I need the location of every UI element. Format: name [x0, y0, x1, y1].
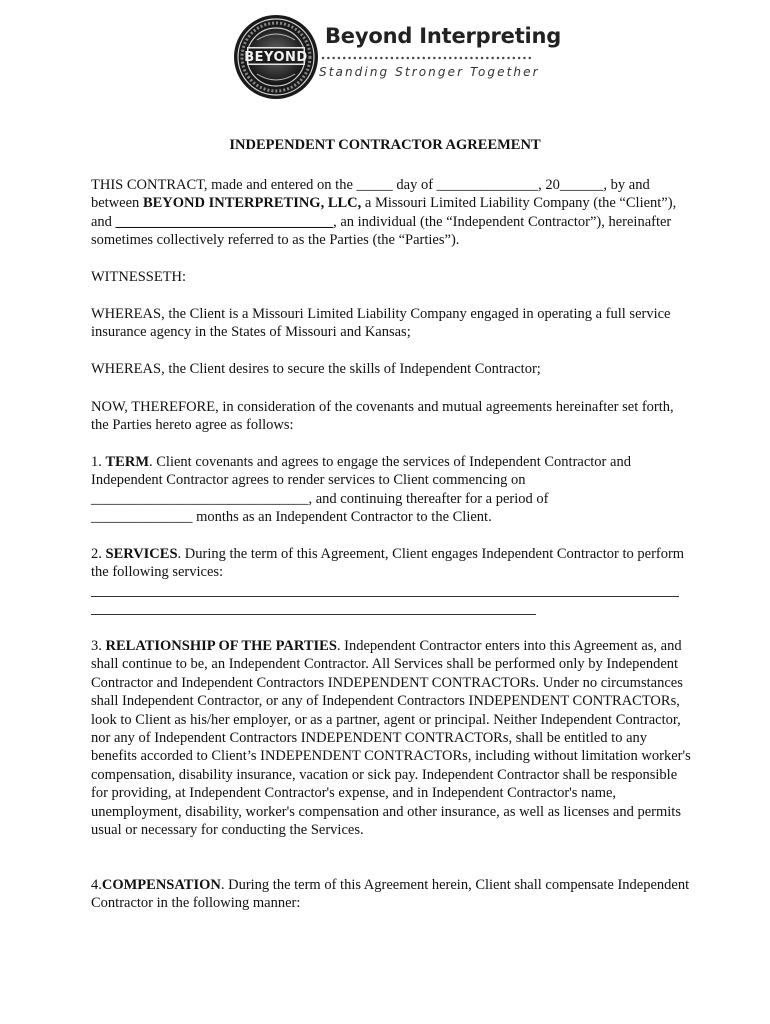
section-term [91, 453, 691, 527]
intro-text-2: a Missouri Limited Liability Company (the “Client”), and [91, 195, 677, 230]
intro-paragraph [91, 176, 691, 250]
term-text: . Client covenants and agrees to engage the services of Independent Contractor and Independent Contractor agrees to render services to Client commencing on [91, 454, 631, 489]
services-blank-line-2 [91, 614, 536, 615]
compensation-text: . During the term of this Agreement herein, Client shall compensate Independent Contractor in the following manner: [91, 877, 690, 912]
term-paragraph [91, 453, 691, 490]
witnesseth-heading: WITNESSETH: [91, 269, 187, 285]
relationship-number: 3. [91, 638, 106, 654]
section-compensation [91, 876, 691, 913]
brand-seal-icon [233, 14, 319, 100]
brand-logo [229, 12, 562, 104]
section-relationship [91, 637, 691, 839]
term-heading: TERM [105, 454, 149, 470]
now-therefore-paragraph: NOW, THEREFORE, in consideration of the covenants and mutual agreements hereinafter set forth, the Parties hereto agree as follows: [91, 399, 674, 434]
compensation-heading: COMPENSATION [101, 877, 221, 893]
dotted-divider [321, 56, 535, 60]
contractor-name-blank: ______________________________ [115, 213, 334, 230]
services-blank-line-1 [91, 596, 679, 597]
intro-text-1: THIS CONTRACT, made and entered on the _____ day of ______________, 20______, by and between [91, 177, 650, 212]
intro-text-3: , an individual (the “Independent Contractor”), hereinafter sometimes collectively referred to as the Parties (the “Parties”). [91, 213, 672, 249]
term-number: 1. [91, 454, 106, 470]
whereas-paragraph-2: WHEREAS, the Client desires to secure the skills of Independent Contractor; [91, 361, 541, 377]
whereas-paragraph-1: WHEREAS, the Client is a Missouri Limited Liability Company engaged in operating a full service insurance agency in the States of Missouri and Kansas; [91, 306, 671, 341]
term-start-line: ______________________________, and continuing thereafter for a period of [91, 490, 549, 507]
brand-tagline: Standing Stronger Together [319, 65, 540, 79]
section-services [91, 545, 691, 582]
brand-name: Beyond Interpreting [325, 24, 562, 48]
services-number: 2. [91, 546, 106, 562]
services-text: . During the term of this Agreement, Client engages Independent Contractor to perform the following services: [91, 546, 685, 581]
document-title: INDEPENDENT CONTRACTOR AGREEMENT [229, 137, 541, 153]
compensation-number: 4. [91, 877, 102, 893]
services-heading: SERVICES [105, 546, 178, 562]
company-name: BEYOND INTERPRETING, LLC, [142, 195, 362, 212]
relationship-heading: RELATIONSHIP OF THE PARTIES [105, 638, 337, 654]
term-period-line: ______________ months as an Independent Contractor to the Client. [91, 509, 492, 526]
relationship-text: . Independent Contractor enters into this Agreement as, and shall continue to be, an Independent Contractor. All Services shall be performed only by Independent Contractor and Independent Contractors INDEPENDENT CONTRACTORs. Under no circumstances shall Independent Contractor, or any of Independent Contractors INDEPENDENT CONTRACTORs, look to Client as his/her employer, or as a partner, agent or principal. Neither Independent Contractor, nor any of Independent Contractors INDEPENDENT CONTRACTORs, shall be entitled to any benefits accorded to Client’s INDEPENDENT CONTRACTORs, including without limitation worker's compensation, disability insurance, vacation or sick pay. Independent Contractor shall be responsible for providing, at Independent Contractor's expense, and in Independent Contractor's name, unemployment, disability, worker's compensation and other insurance, as well as licenses and permits usual or necessary for conducting the Services. [91, 638, 691, 839]
svg-text:BEYOND: BEYOND [244, 50, 308, 65]
